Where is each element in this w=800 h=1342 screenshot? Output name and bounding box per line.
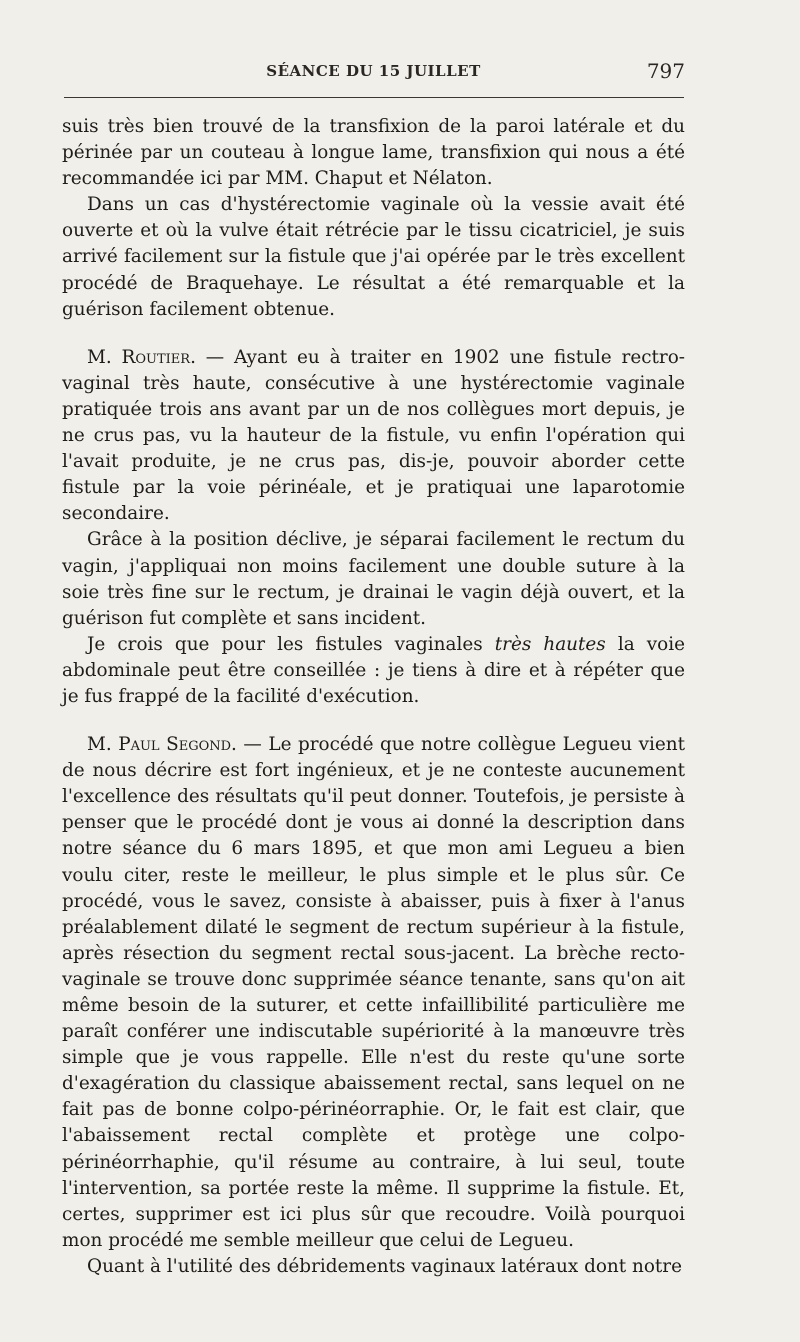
speaker-name-segond: Paul Segond bbox=[118, 734, 232, 756]
paragraph-routier-text: . — Ayant eu à traiter en 1902 une fistule rectro-vaginal très haute, consécutive à une hystérectomie vaginale pratiquée trois ans avant par un de nos collègues mort depuis, je ne crus pas, vu la hauteur de la fistule, vu enfin l'opération qui l'avait produite, je ne crus pas, dis-je, pouvoir aborder cette fistule par la voie périnéale, et je pratiquai une laparotomie secondaire. bbox=[62, 346, 685, 525]
speaker-name-routier: Routier bbox=[121, 346, 191, 368]
speaker-prefix: M. bbox=[87, 346, 122, 368]
paragraph-hysterectomy-case: Dans un cas d'hystérectomie vaginale où la vessie avait été ouverte et où la vulve était rétrécie par le tissu cicatriciel, je suis arrivé facilement sur la fistule que j'ai opérée par le très excellent procédé de Braquehaye. Le résultat a été remarquable et la guérison facilement obtenue. bbox=[62, 194, 685, 320]
speaker-prefix: M. bbox=[87, 734, 119, 756]
paragraph-paul-segond bbox=[62, 732, 685, 1254]
header-title: SÉANCE DU 15 JUILLET bbox=[266, 62, 481, 80]
text-before-italic: Je crois que pour les fistules vaginales bbox=[87, 633, 495, 655]
page-number: 797 bbox=[646, 59, 685, 83]
paragraph-routier bbox=[62, 345, 685, 528]
paragraph-position-declive: Grâce à la position déclive, je séparai facilement le rectum du vagin, j'appliquai non moins facilement une double suture à la soie très fine sur le rectum, je drainai le vagin déjà ouvert, et la guérison fut complète et sans incident. bbox=[62, 529, 685, 629]
paragraph-voie-abdominale bbox=[62, 632, 685, 710]
text-after-italic: la voie abdominale peut être conseillée : je tiens à dire et à répéter que je fus frappé de la facilité d'exécution. bbox=[62, 633, 685, 707]
header-rule bbox=[64, 97, 684, 98]
paragraph-continuation: suis très bien trouvé de la transfixion de la paroi latérale et du périnée par un couteau à longue lame, transfixion qui nous a été recommandée ici par MM. Chaput et Nélaton. bbox=[62, 116, 685, 190]
section-gap bbox=[62, 710, 685, 732]
page-body bbox=[62, 114, 685, 1280]
italic-emphasis: très hautes bbox=[494, 633, 606, 655]
paragraph-debridements: Quant à l'utilité des débridements vaginaux latéraux dont notre bbox=[87, 1255, 682, 1277]
section-gap bbox=[62, 323, 685, 345]
paragraph-segond-text: . — Le procédé que notre collègue Legueu vient de nous décrire est fort ingénieux, et je ne conteste aucunement l'excellence des résultats qu'il peut donner. Toutefois, je persiste à penser que le procédé dont je vous ai donné la description dans notre séance du 6 mars 1895, et que mon ami Legueu a bien voulu citer, reste le meilleur, le plus simple et le plus sûr. Ce procédé, vous le savez, consiste à abaisser, puis à fixer à l'anus préalablement dilaté le segment de rectum supérieur à la fistule, après résection du segment rectal sous-jacent. La brèche recto-vaginale se trouve donc supprimée séance tenante, sans qu'on ait même besoin de la suturer, et cette infaillibilité particulière me paraît conférer une indiscutable supériorité à la manœuvre très simple que je vous rappelle. Elle n'est du reste qu'une sorte d'exagération du classique abaissement rectal, sans lequel on ne fait pas de bonne colpo-périnéorraphie. Or, le fait est clair, que l'abaissement rectal complète et protège une colpo-périnéorrhaphie, qu'il résume au contraire, à lui seul, toute l'intervention, sa portée reste la même. Il supprime la fistule. Et, certes, supprimer est ici plus sûr que recoudre. Voilà pourquoi mon procédé me semble meilleur que celui de Legueu. bbox=[62, 734, 685, 1251]
running-header bbox=[62, 58, 685, 88]
